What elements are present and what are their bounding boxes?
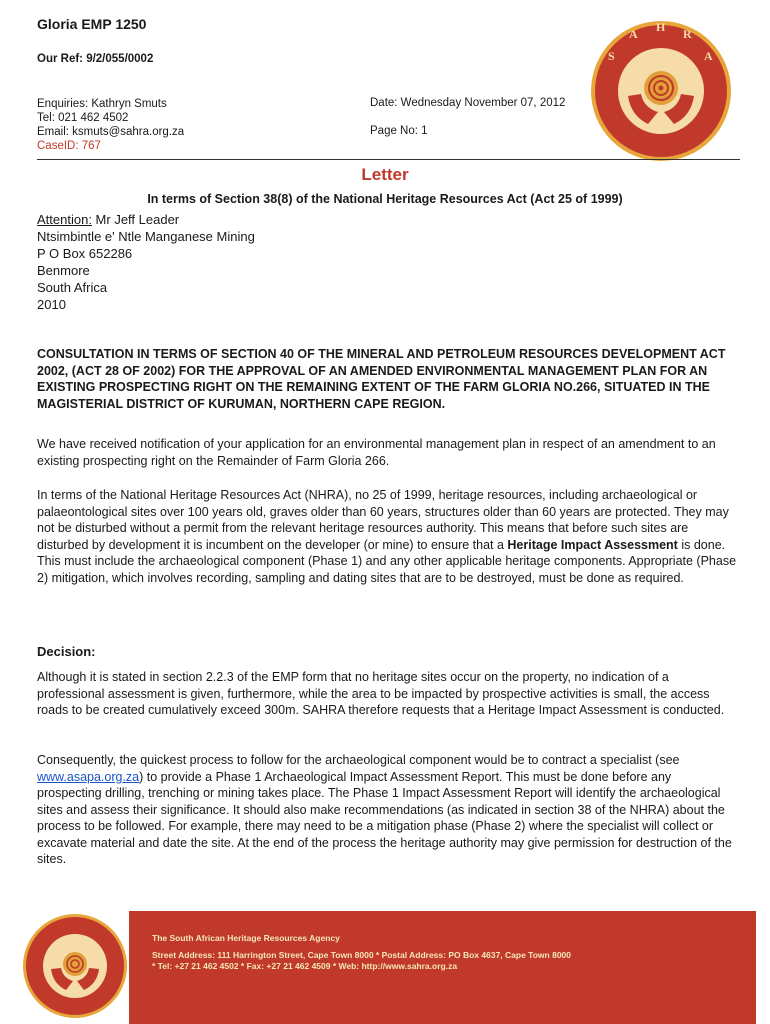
- footer-address: Street Address: 111 Harrington Street, Cape Town 8000 * Postal Address: PO Box 4637, Cape Town 8000: [152, 950, 572, 960]
- paragraph-nhra-text-b: is done. This must include the archaeological component (Phase 1) and any other applicable heritage components. Appropriate (Phase 2) mitigation, which involves recording, sampling and dating sites that are to be destroyed, must be done as required.: [37, 537, 737, 585]
- hia-emphasis: Heritage Impact Assessment: [507, 537, 678, 552]
- document-title: Gloria EMP 1250: [37, 16, 147, 32]
- footer-contact: * Tel: +27 21 462 4502 * Fax: +27 21 462 4509 * Web: http://www.sahra.org.za: [152, 961, 458, 971]
- logo-letter-a: A: [629, 27, 638, 41]
- logo-letter-h: H: [656, 20, 666, 34]
- logo-letter-s: S: [608, 49, 615, 63]
- address-line-company: Ntsimbintle e' Ntle Manganese Mining: [37, 229, 255, 244]
- paragraph-nhra: [37, 487, 737, 586]
- case-id: CaseID: 767: [37, 140, 101, 152]
- footer-agency-name: The South African Heritage Resources Agency: [152, 933, 340, 943]
- address-line-country: South Africa: [37, 280, 108, 295]
- paragraph-decision: Although it is stated in section 2.2.3 of the EMP form that no heritage sites occur on the property, no indication of a professional assessment is given, furthermore, while the area to be impacted by prospective activities is small, the access roads to be created cumulatively exceed 300m. SAHRA therefore requests that a Heritage Impact Assessment is conducted.: [37, 670, 725, 717]
- sahra-logo-icon: [586, 16, 736, 166]
- logo-letter-r: R: [683, 27, 692, 41]
- enquiries-contact: Enquiries: Kathryn Smuts: [37, 98, 167, 110]
- address-line-box: P O Box 652286: [37, 246, 133, 261]
- header-divider: [37, 159, 740, 160]
- address-line-town: Benmore: [37, 263, 90, 278]
- paragraph-process-text-b: ) to provide a Phase 1 Archaeological Impact Assessment Report. This must be done before any prospecting drilling, trenching or mining takes place. The Phase 1 Impact Assessment Report will identify the archaeological sites and assess their significance. It should also make recommendations (as indicated in section 38 of the NHRA) about the process to be followed. For example, there may need to be a mitigation phase (Phase 2) where the specialist will collect or excavate material and date the site. At the end of the process the heritage authority may give permission for destruction of the sites.: [37, 769, 732, 866]
- page-number: Page No: 1: [370, 125, 428, 137]
- logo-letter-a2: A: [704, 49, 713, 63]
- recipient-address: [37, 211, 255, 313]
- footer-contact-block: [152, 933, 742, 972]
- letter-date: Date: Wednesday November 07, 2012: [370, 97, 566, 109]
- paragraph-notification: We have received notification of your application for an environmental management plan in respect of an amendment to an existing prospecting right on the Remainder of Farm Gloria 266.: [37, 437, 716, 468]
- paragraph-process: [37, 752, 737, 868]
- sahra-footer-logo-icon: [20, 911, 130, 1021]
- letter-heading: Letter: [361, 165, 409, 184]
- email: Email: ksmuts@sahra.org.za: [37, 126, 185, 138]
- asapa-link[interactable]: www.asapa.org.za: [37, 769, 140, 784]
- attention-line: [37, 211, 255, 228]
- our-reference: Our Ref: 9/2/055/0002: [37, 53, 154, 65]
- subject-heading: CONSULTATION IN TERMS OF SECTION 40 OF THE MINERAL AND PETROLEUM RESOURCES DEVELOPMENT ACT 2002, (ACT 28 OF 2002) FOR THE APPROVAL OF AN AMENDED ENVIRONMENTAL MANAGEMENT PLAN FOR AN EXISTING PROSPECTING RIGHT ON THE REMAINING EXTENT OF THE FARM GLORIA NO.266, SITUATED IN THE MAGISTERIAL DISTRICT OF KURUMAN, NORTHERN CAPE REGION.: [37, 347, 726, 411]
- attention-name: Mr Jeff Leader: [91, 212, 180, 227]
- paragraph-nhra-text-a: In terms of the National Heritage Resources Act (NHRA), no 25 of 1999, heritage resources, including archaeological or palaeontological sites over 100 years old, graves older than 60 years, structures older than 60 years are protected. They may not be disturbed without a permit from the relevant heritage resources authority. This means that before such sites are disturbed by development it is incumbent on the developer (or mine) to ensure that a: [37, 488, 729, 552]
- attention-label: Attention:: [37, 212, 92, 227]
- legislation-reference: In terms of Section 38(8) of the National Heritage Resources Act (Act 25 of 1999): [147, 192, 623, 206]
- decision-heading: Decision:: [37, 644, 96, 659]
- address-line-postcode: 2010: [37, 297, 66, 312]
- paragraph-process-text-a: Consequently, the quickest process to follow for the archaeological component would be to contract a specialist (see: [37, 753, 680, 767]
- enquiries-block: [37, 97, 184, 153]
- telephone: Tel: 021 462 4502: [37, 112, 129, 124]
